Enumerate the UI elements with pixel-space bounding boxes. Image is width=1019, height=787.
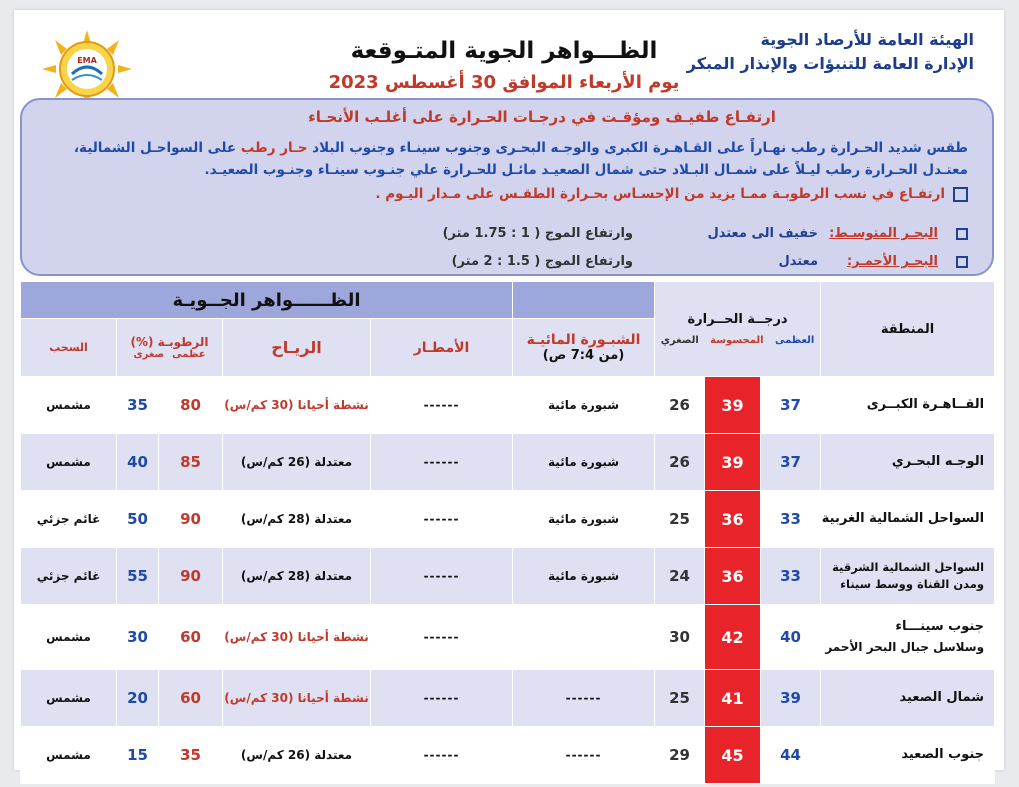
temp-feels-cell: 39 xyxy=(705,434,761,491)
checkbox-bullet-icon xyxy=(953,187,968,202)
temp-feels-cell: 36 xyxy=(705,491,761,548)
humidity-min-cell: 55 xyxy=(117,548,159,605)
logo-text: EMA xyxy=(77,56,97,65)
temp-max-cell: 39 xyxy=(761,670,821,727)
temp-min-cell: 26 xyxy=(655,434,705,491)
region-name: جنوب الصعيد xyxy=(901,747,985,762)
temp-max-cell: 37 xyxy=(761,377,821,434)
wind-cell: معتدلة (26 كم/س) xyxy=(223,727,371,784)
humidity-min-cell: 15 xyxy=(117,727,159,784)
table-row xyxy=(21,491,995,548)
clouds-cell: مشمس xyxy=(21,727,117,784)
wind-cell: نشطة أحيانا (30 كم/س) xyxy=(223,670,371,727)
temp-feels-cell: 45 xyxy=(705,727,761,784)
humidity-max-cell: 85 xyxy=(159,434,223,491)
fog-cell: ------ xyxy=(513,727,655,784)
bulletin-title: الظـــواهر الجوية المتـوقعة xyxy=(350,38,658,64)
org-line-2: الإدارة العامة للتنبؤات والإنذار المبكر xyxy=(686,54,974,73)
temp-min-label: الصغري xyxy=(660,335,699,346)
clouds-cell: مشمس xyxy=(21,434,117,491)
temp-feels-cell: 41 xyxy=(705,670,761,727)
table-row xyxy=(21,434,995,491)
wind-cell: معتدلة (26 كم/س) xyxy=(223,434,371,491)
temp-max-cell: 33 xyxy=(761,491,821,548)
humidity-min-cell: 50 xyxy=(117,491,159,548)
ema-logo xyxy=(42,30,132,108)
fog-cell: شبورة مائية xyxy=(513,548,655,605)
humidity-min-cell: 20 xyxy=(117,670,159,727)
clouds-cell: غائم جزئي xyxy=(21,548,117,605)
region-cell xyxy=(821,491,995,548)
rain-cell: ------ xyxy=(371,434,513,491)
wave-height: وارتفاع الموج ( 1 : 1.75 متر) xyxy=(442,226,633,241)
fog-cell: شبورة مائية xyxy=(513,434,655,491)
summary-line-3-text: ارتفـاع في نسب الرطوبـة ممـا يزيد من الإحسـاس بحـرارة الطقـس على مـدار اليـوم . xyxy=(375,186,945,202)
temp-max-cell: 40 xyxy=(761,605,821,670)
temp-max-cell: 37 xyxy=(761,434,821,491)
sea-state: معتدل xyxy=(778,254,818,269)
temp-max-cell: 44 xyxy=(761,727,821,784)
region-name: الوجـه البحـري xyxy=(891,454,985,469)
temp-min-cell: 29 xyxy=(655,727,705,784)
sea-label: البحـر الأحمـر: xyxy=(846,254,938,269)
fog-cell: ------ xyxy=(513,670,655,727)
temperature-title: درجــة الحــرارة xyxy=(687,312,788,327)
region-name: السواحل الشمالية الشرقية xyxy=(832,560,985,574)
summary-line-2: معتـدل الحـرارة رطب ليـلاً على شمـال البـلاد حتى شمال الصعيـد مائـل للحـرارة علي جنـوب سينـاء وجنـوب الصعيـد. xyxy=(204,162,968,178)
table-row xyxy=(21,605,995,670)
sea-state: خفيف الى معتدل xyxy=(707,226,818,241)
region-name-line-2: ومدن القناة ووسط سيناء xyxy=(840,577,985,591)
temp-min-cell: 26 xyxy=(655,377,705,434)
region-header: المنطقة xyxy=(821,282,995,377)
fog-cell: شبورة مائية xyxy=(513,377,655,434)
humidity-max-cell: 35 xyxy=(159,727,223,784)
summary-line-1-c: على السواحـل الشمالية، xyxy=(73,140,241,156)
sea-row-mediterranean xyxy=(68,226,968,246)
temp-min-cell: 30 xyxy=(655,605,705,670)
humidity-min-cell: 35 xyxy=(117,377,159,434)
table-header-row-1 xyxy=(21,282,995,319)
clouds-header: السحب xyxy=(21,319,117,377)
temp-min-cell: 24 xyxy=(655,548,705,605)
temp-min-cell: 25 xyxy=(655,491,705,548)
wind-cell: معتدلة (28 كم/س) xyxy=(223,491,371,548)
fog-title: الشبـورة المائيـة xyxy=(526,332,641,348)
sea-row-red-sea xyxy=(68,254,968,274)
phenomena-header: الظــــــواهر الجــويـة xyxy=(21,282,513,319)
table-row xyxy=(21,727,995,784)
region-cell xyxy=(821,377,995,434)
hum-min-label: صغرى xyxy=(133,349,165,360)
org-line-1: الهيئة العامة للأرصاد الجوية xyxy=(760,30,974,49)
region-cell xyxy=(821,605,995,670)
rain-cell: ------ xyxy=(371,377,513,434)
temp-max-cell: 33 xyxy=(761,548,821,605)
checkbox-bullet-icon xyxy=(956,228,968,240)
rain-cell: ------ xyxy=(371,491,513,548)
sea-label: البحـر المتوسـط: xyxy=(829,226,938,241)
temp-min-cell: 25 xyxy=(655,670,705,727)
rain-cell: ------ xyxy=(371,727,513,784)
temp-feels-cell: 39 xyxy=(705,377,761,434)
region-cell xyxy=(821,670,995,727)
bulletin-date: يوم الأربعاء الموافق 30 أغسطس 2023 xyxy=(328,72,680,93)
humidity-max-cell: 60 xyxy=(159,670,223,727)
region-cell xyxy=(821,548,995,605)
humidity-max-cell: 60 xyxy=(159,605,223,670)
summary-headline: ارتفـاع طفيـف ومؤقـت في درجـات الحـرارة على أغلـب الأنحـاء xyxy=(308,108,776,126)
summary-line-1 xyxy=(38,140,968,156)
fog-cell: شبورة مائية xyxy=(513,491,655,548)
table-row xyxy=(21,377,995,434)
region-name: القــاهـرة الكبــرى xyxy=(866,397,985,412)
humidity-header xyxy=(117,319,223,377)
temperature-header xyxy=(655,282,821,377)
temp-max-label: العظمى xyxy=(774,335,815,346)
humidity-subheaders xyxy=(117,349,222,360)
region-name: شمال الصعيد xyxy=(899,690,985,705)
summary-line-1-b: حـار رطب xyxy=(240,140,308,156)
forecast-table xyxy=(20,281,995,784)
rain-cell: ------ xyxy=(371,605,513,670)
rain-header: الأمطـار xyxy=(371,319,513,377)
fog-time: (من 7:4 ص) xyxy=(542,348,625,363)
region-name-line-2: وسلاسل جبال البحر الأحمر xyxy=(825,640,985,654)
wind-header: الريـاح xyxy=(223,319,371,377)
humidity-max-cell: 90 xyxy=(159,491,223,548)
clouds-cell: مشمس xyxy=(21,377,117,434)
humidity-min-cell: 30 xyxy=(117,605,159,670)
clouds-cell: غائم جزئي xyxy=(21,491,117,548)
temp-feels-label: المحسوسة xyxy=(710,335,764,346)
table-row xyxy=(21,548,995,605)
temperature-subheaders xyxy=(655,335,820,346)
region-name: جنوب سينـــاء xyxy=(895,619,985,634)
temp-feels-cell: 42 xyxy=(705,605,761,670)
summary-line-1-a: طقس شديد الحـرارة رطب نهـاراً على القـاهـرة الكبرى والوجـه البحـرى وجنوب سينـاء وجنوب البلاد xyxy=(307,140,968,156)
forecast-summary-box xyxy=(20,98,994,276)
summary-line-3 xyxy=(38,186,968,202)
wind-cell: معتدلة (28 كم/س) xyxy=(223,548,371,605)
wave-height: وارتفاع الموج ( 1.5 : 2 متر) xyxy=(451,254,633,269)
clouds-cell: مشمس xyxy=(21,605,117,670)
region-cell xyxy=(821,727,995,784)
humidity-min-cell: 40 xyxy=(117,434,159,491)
hum-max-label: عظمى xyxy=(172,349,206,360)
organization-name xyxy=(687,28,974,76)
rain-cell: ------ xyxy=(371,548,513,605)
rain-cell: ------ xyxy=(371,670,513,727)
humidity-max-cell: 90 xyxy=(159,548,223,605)
fog-cell xyxy=(513,605,655,670)
region-name: السواحل الشمالية الغربية xyxy=(821,511,985,526)
table-row xyxy=(21,670,995,727)
header-blank xyxy=(513,282,655,319)
wind-cell: نشطة أحيانا (30 كم/س) xyxy=(223,605,371,670)
clouds-cell: مشمس xyxy=(21,670,117,727)
humidity-title: الرطوبـة (%) xyxy=(130,335,209,349)
humidity-max-cell: 80 xyxy=(159,377,223,434)
temp-feels-cell: 36 xyxy=(705,548,761,605)
region-cell xyxy=(821,434,995,491)
fog-header xyxy=(513,319,655,377)
wind-cell: نشطة أحيانا (30 كم/س) xyxy=(223,377,371,434)
checkbox-bullet-icon xyxy=(956,256,968,268)
